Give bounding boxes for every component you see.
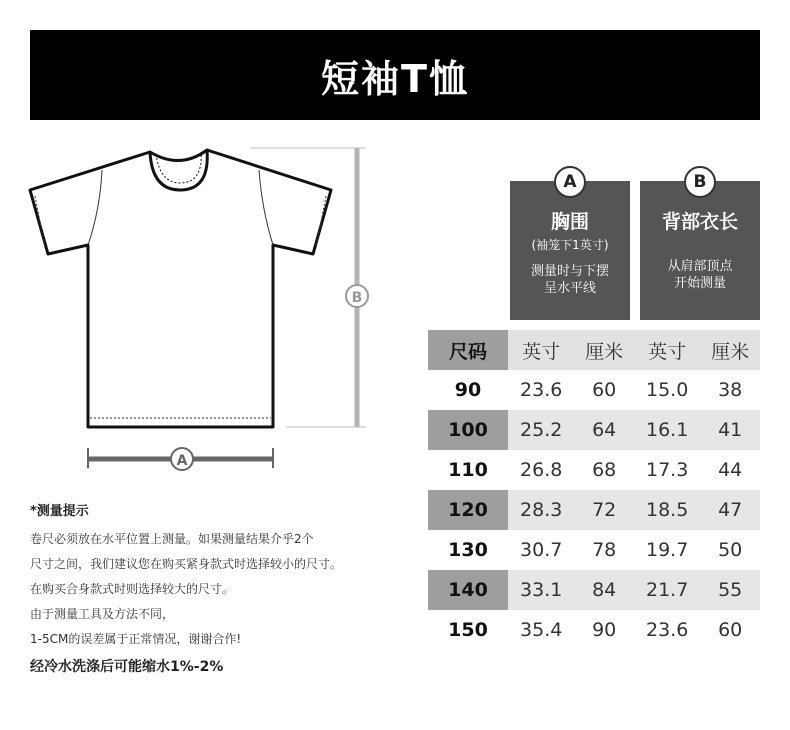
header-back-desc-line: 从肩部顶点 [667,259,733,274]
cell: 23.6 [520,379,563,401]
cell: 60 [592,379,617,401]
cell: 41 [700,410,760,450]
cell: 17.3 [646,459,689,481]
col-chest-cm: 厘米 [574,330,634,370]
cell: 72 [574,490,634,530]
header-chest-desc [510,263,630,297]
header-back-desc-line: 开始测量 [673,276,726,291]
cell: 18.5 [634,490,700,530]
page-title: 短袖T恤 [321,56,469,101]
table-row [428,570,760,610]
cell: 55 [700,570,760,610]
cell: 30.7 [520,539,563,561]
notes-footer: 经冷水洗涤后可能缩水1%-2% [30,659,224,675]
notes-title: *测量提示 [30,504,89,519]
notes-line: 尺寸之间，我们建议您在购买紧身款式时选择较小的尺寸。 [30,557,343,571]
header-chest-desc-line: 测量时与下摆 [530,264,609,279]
cell-size: 120 [428,490,508,530]
measurement-notes [30,500,410,676]
col-length-in: 英寸 [634,330,700,370]
cell: 26.8 [520,459,563,481]
badge-b: B [684,166,716,198]
notes-line: 在购买合身款式时则选择较大的尺寸。 [30,582,235,596]
header-back-length [640,171,760,320]
col-size: 尺码 [428,330,508,370]
table-row [428,530,760,570]
col-length-cm: 厘米 [700,330,760,370]
cell: 50 [718,539,743,561]
cell: 84 [574,570,634,610]
notes-line: 卷尺必须放在水平位置上测量。如果测量结果介乎2个 [30,532,314,546]
cell: 47 [700,490,760,530]
notes-line: 由于测量工具及方法不同， [30,607,175,621]
cell-size: 110 [448,459,488,481]
notes-line: 1-5CM的误差属于正常情况，谢谢合作! [30,632,242,646]
cell: 28.3 [508,490,574,530]
cell: 23.6 [646,619,689,641]
cell: 68 [592,459,617,481]
table-row [428,370,760,410]
cell: 38 [718,379,743,401]
cell: 16.1 [634,410,700,450]
tshirt-outline [30,150,331,427]
cell: 35.4 [520,619,563,641]
cell: 25.2 [508,410,574,450]
cell-size: 130 [448,539,488,561]
header-chest [510,171,630,320]
cell: 33.1 [508,570,574,610]
col-chest-in: 英寸 [508,330,574,370]
table-row [428,490,760,530]
label-b: B [351,290,363,306]
cell-size: 100 [428,410,508,450]
cell: 44 [718,459,743,481]
cell: 21.7 [634,570,700,610]
header-back-title: 背部衣长 [661,211,738,233]
cell-size: 140 [428,570,508,610]
tshirt-diagram [0,130,400,480]
header-chest-subtitle: (袖笼下1英寸) [531,238,609,252]
table-row [428,410,760,450]
badge-a: A [554,166,586,198]
table-row [428,610,760,650]
cell: 15.0 [646,379,689,401]
cell-size: 150 [448,619,488,641]
table-row [428,450,760,490]
header-chest-title: 胸围 [550,211,589,233]
header-back-desc [640,258,760,292]
cell-size: 90 [454,379,482,401]
size-table [428,330,760,650]
cell: 78 [592,539,617,561]
cell: 90 [592,619,617,641]
header-chest-desc-line: 呈水平线 [543,281,596,296]
cell: 19.7 [646,539,689,561]
label-a: A [176,453,188,469]
table-header-row [428,330,760,370]
cell: 60 [718,619,743,641]
cell: 64 [574,410,634,450]
title-bar [30,30,760,120]
